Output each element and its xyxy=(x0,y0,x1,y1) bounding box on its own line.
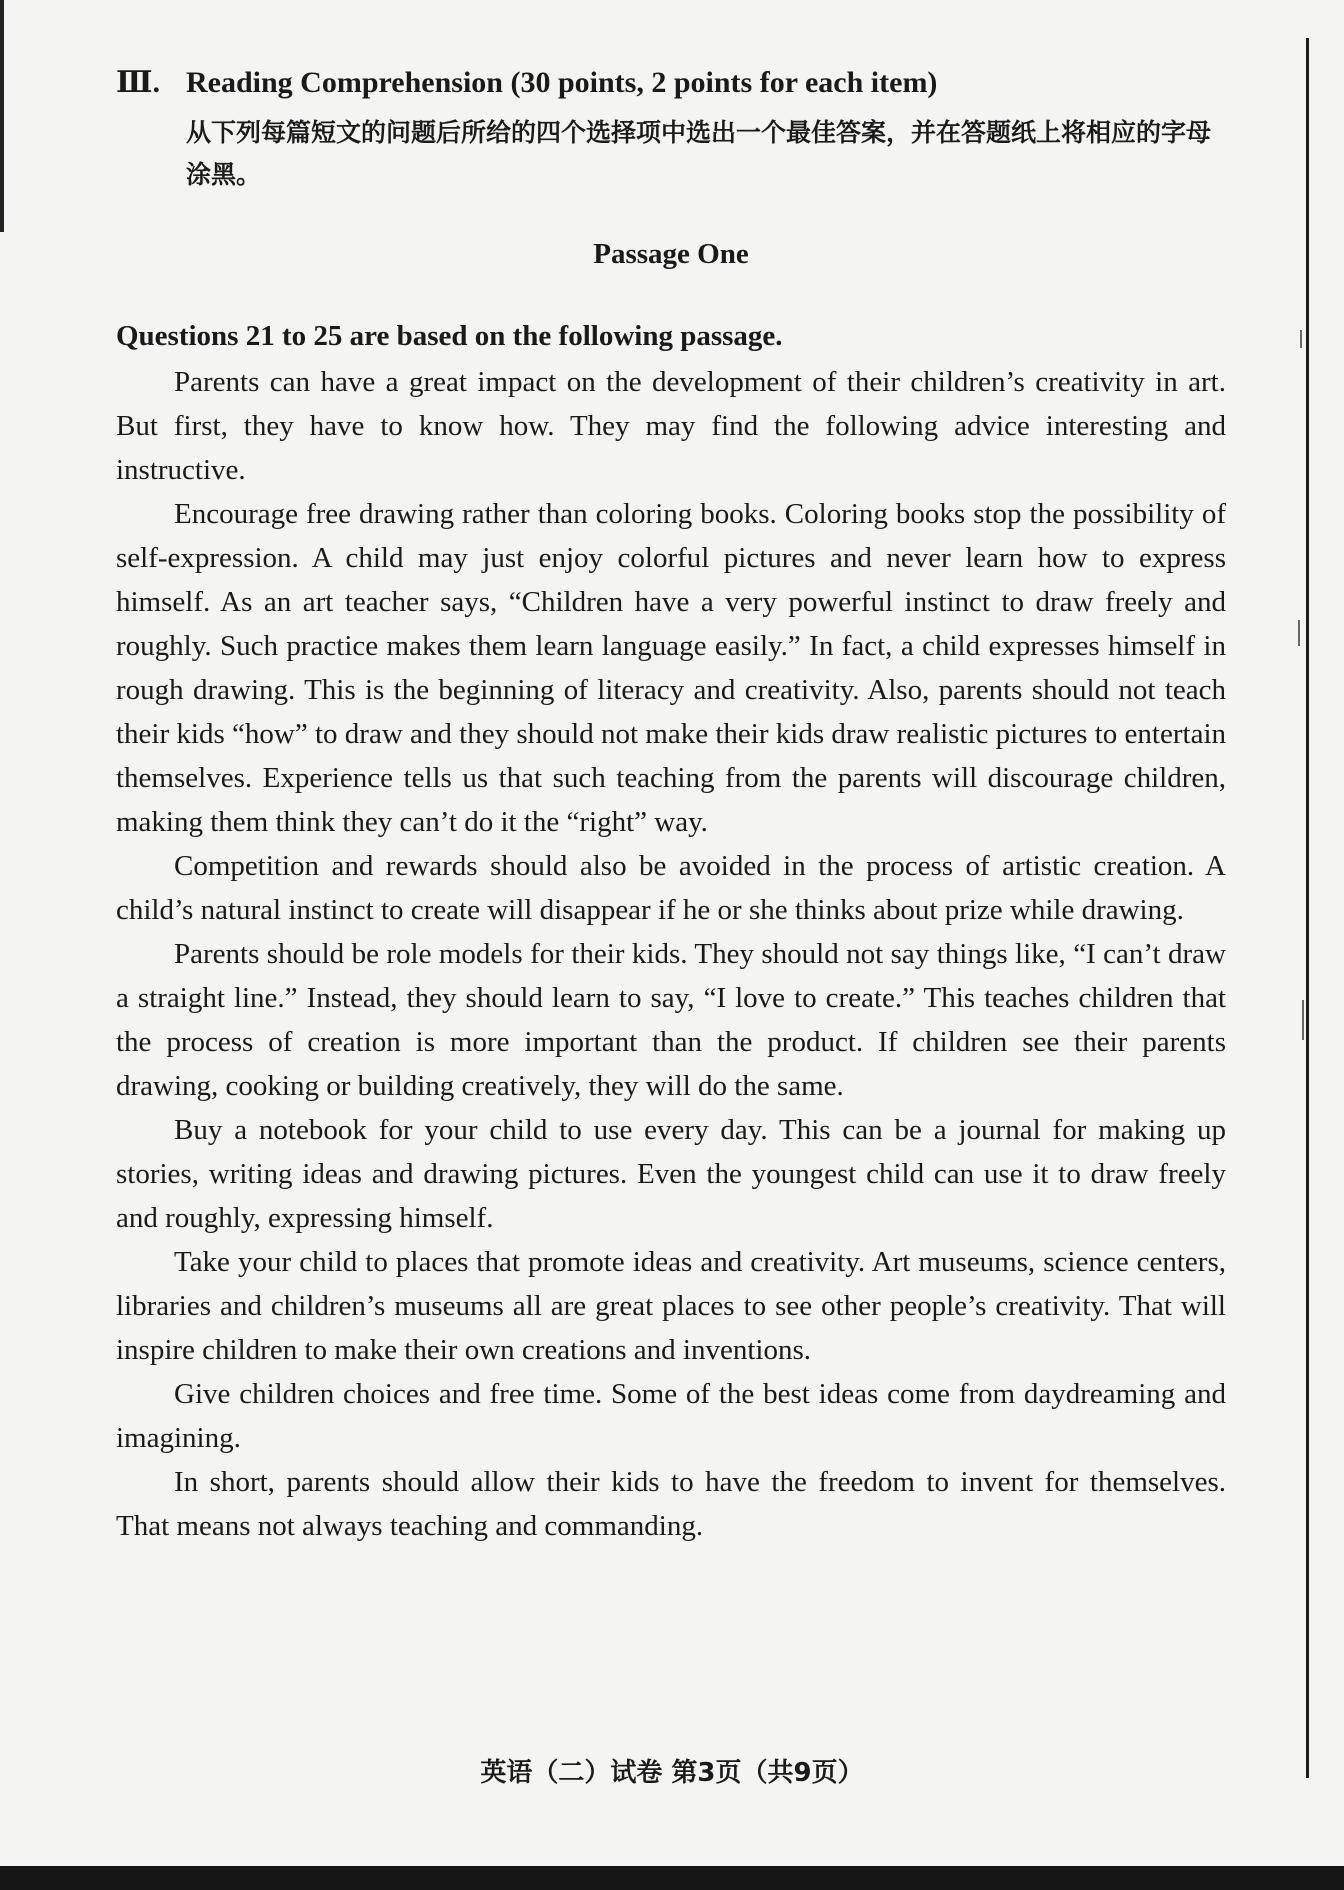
page-footer: 英语（二）试卷 第3页（共9页） xyxy=(480,1758,864,1788)
scan-speck xyxy=(1298,620,1300,646)
section-number: Ⅲ. xyxy=(116,66,161,99)
scan-left-edge xyxy=(0,0,4,232)
scan-speck xyxy=(1300,330,1302,348)
section-title: Reading Comprehension (30 points, 2 points for each item) xyxy=(186,66,938,99)
section-instructions: 从下列每篇短文的问题后所给的四个选择项中选出一个最佳答案，并在答题纸上将相应的字母涂黑。 xyxy=(186,118,1212,189)
scan-speck xyxy=(1302,1000,1304,1040)
section-heading xyxy=(116,58,1226,108)
exam-page xyxy=(116,58,1226,1548)
passage-paragraph-3: Competition and rewards should also be avoided in the process of artistic creation. A child’s natural instinct to create will disappear if he or she thinks about prize while drawing. xyxy=(116,850,1226,926)
questions-intro: Questions 21 to 25 are based on the following passage. xyxy=(116,320,783,352)
passage-paragraph-7: Give children choices and free time. Some of the best ideas come from daydreaming and imagining. xyxy=(116,1378,1226,1454)
passage-paragraph-6: Take your child to places that promote ideas and creativity. Art museums, science centers, libraries and children’s museums all are great places to see other people’s creativity. That will inspire children to make their own creations and inventions. xyxy=(116,1246,1226,1366)
passage-paragraph-2: Encourage free drawing rather than coloring books. Coloring books stop the possibility of self-expression. A child may just enjoy colorful pictures and never learn how to express himself. As an art teacher says, “Children have a very powerful instinct to draw freely and roughly. Such practice makes them learn language easily.” In fact, a child expresses himself in rough drawing. This is the beginning of literacy and creativity. Also, parents should not teach their kids “how” to draw and they should not make their kids draw realistic pictures to entertain themselves. Experience tells us that such teaching from the parents will discourage children, making them think they can’t do it the “right” way. xyxy=(116,498,1226,838)
passage-paragraph-8: In short, parents should allow their kids to have the freedom to invent for themselves. That means not always teaching and commanding. xyxy=(116,1466,1226,1542)
passage-paragraph-1: Parents can have a great impact on the development of their children’s creativity in art. But first, they have to know how. They may find the following advice interesting and instructive. xyxy=(116,366,1226,486)
binding-rule xyxy=(1306,38,1309,1778)
passage-paragraph-5: Buy a notebook for your child to use every day. This can be a journal for making up stories, writing ideas and drawing pictures. Even the youngest child can use it to draw freely and roughly, expressing himself. xyxy=(116,1114,1226,1234)
passage-paragraph-4: Parents should be role models for their kids. They should not say things like, “I can’t draw a straight line.” Instead, they should learn to say, “I love to create.” This teaches children that the process of creation is more important than the product. If children see their parents drawing, cooking or building creatively, they will do the same. xyxy=(116,938,1226,1102)
scan-bottom-edge xyxy=(0,1866,1344,1890)
passage-title: Passage One xyxy=(593,238,749,270)
